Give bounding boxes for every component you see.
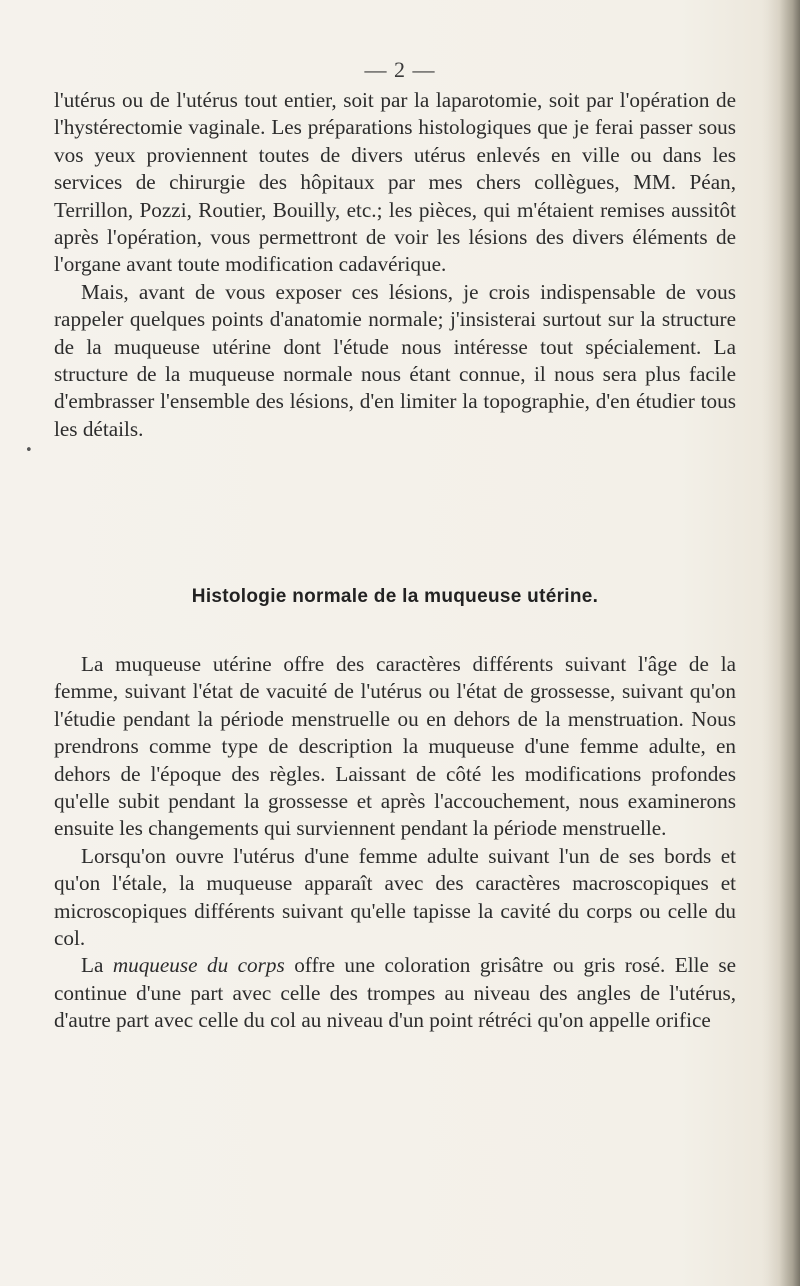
italic-term: muqueuse du corps <box>112 953 285 978</box>
paragraph-ouverture-uterus: Lorsqu'on ouvre l'utérus d'une femme adulte suivant l'un de ses bords et qu'on l'étale, la muqueuse apparaît avec des caractères macroscopiques et microscopiques différents suivant qu'elle tapisse la cavité du corps ou celle du col. <box>54 843 736 951</box>
paragraph-muqueuse-corps <box>54 952 736 1034</box>
page-edge-shadow <box>762 0 800 1286</box>
histology-text-block <box>54 651 736 1035</box>
section-heading: Histologie normale de la muqueuse utérine. <box>191 586 599 607</box>
paragraph-lead: La <box>81 953 113 978</box>
intro-text-block <box>54 87 736 443</box>
paragraph-anatomy: Mais, avant de vous exposer ces lésions, je crois indispensable de vous rappeler quelques points d'anatomie normale; j'insisterai surtout sur la structure de la muqueuse utérine dont l'étude nous intéresse tout spécialement. La structure de la muqueuse normale nous étant connue, il nous sera plus facile d'embrasser l'ensemble des lésions, d'en limiter la topographie, d'en étudier tous les détails. <box>54 279 736 441</box>
paragraph-continuation: l'utérus ou de l'utérus tout entier, soit par la laparotomie, soit par l'opération de l'hystérectomie vaginale. Les préparations histologiques que je ferai passer sous vos yeux proviennent toutes de divers utérus enlevés en ville ou dans les services de chirurgie des hôpitaux par mes chers collègues, MM. Péan, Terrillon, Pozzi, Routier, Bouilly, etc.; les pièces, qui m'étaient remises aussitôt après l'opération, vous permettront de voir les lésions des divers éléments de l'organe avant toute modification cadavérique. <box>54 88 736 277</box>
paragraph-rest: offre une coloration grisâtre ou gris rosé. Elle se continue d'une part avec celle des trompes au niveau des angles de l'utérus, d'autre part avec celle du col au niveau d'un point rétréci qu'on appelle orifice <box>54 953 736 1033</box>
margin-mark: • <box>25 443 33 458</box>
paragraph-muqueuse-offre: La muqueuse utérine offre des caractères différents suivant l'âge de la femme, suivant l'état de vacuité de l'utérus ou l'état de grossesse, suivant qu'on l'étudie pendant la période menstruelle ou en dehors de la menstruation. Nous prendrons comme type de description la muqueuse d'une femme adulte, en dehors de l'époque des règles. Laissant de côté les modifications profondes qu'elle subit pendant la grossesse et après l'accouchement, nous examinerons ensuite les changements qui surviennent pendant la période menstruelle. <box>54 652 736 841</box>
page-number: — 2 — <box>364 57 436 82</box>
